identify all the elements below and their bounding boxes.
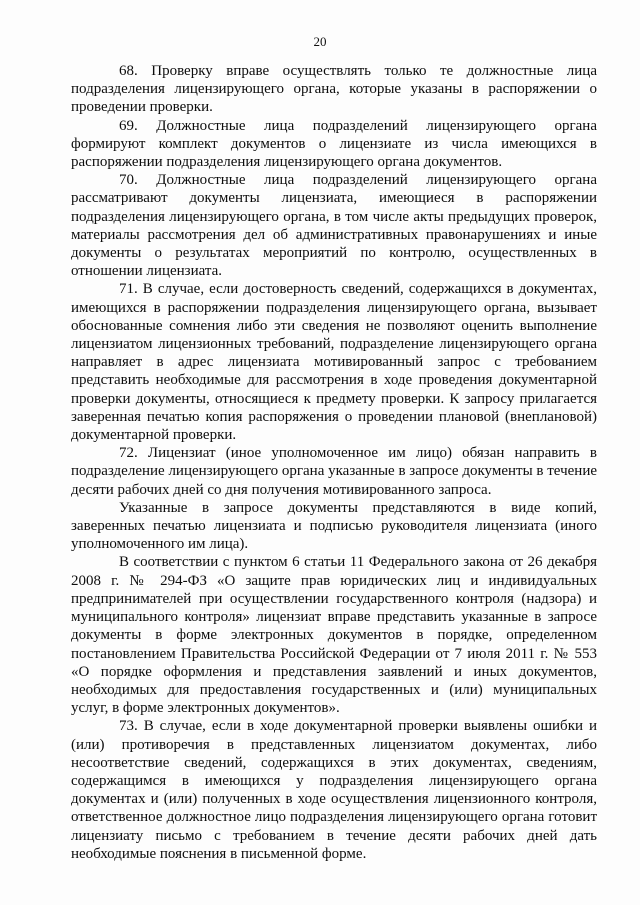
paragraph-68: 68. Проверку вправе осуществлять только те должностные лица подразделения лицензирующего органа, которые указаны в распоряжении о проведении проверки. bbox=[71, 63, 597, 116]
document-body bbox=[71, 62, 597, 863]
paragraph-71: 71. В случае, если достоверность сведений, содержащихся в документах, имеющихся в распоряжении подразделения лицензирующего органа, вызывает обоснованные сомнения либо эти сведения не позволяют оценить выполнение лицензиатом лицензионных требований, подразделение лицензирующего органа направляет в адрес лицензиата мотивированный запрос с требованием представить необходимые для рассмотрения в ходе проведения документарной проверки документы, относящиеся к предмету проверки. К запросу прилагается заверенная печатью копия распоряжения о проведении плановой (внеплановой) документарной проверки. bbox=[71, 281, 597, 444]
paragraph-72-electronic: В соответствии с пунктом 6 статьи 11 Федерального закона от 26 декабря 2008 г. № 294-ФЗ «О защите прав юридических лиц и индивидуальных предпринимателей при осуществлении государственного контроля (надзора) и муниципального контроля» лицензиат вправе представить указанные в запросе документы в форме электронных документов в порядке, определенном постановлением Правительства Российской Федерации от 7 июля 2011 г. № 553 «О порядке оформления и представления заявлений и иных документов, необходимых для предоставления государственных и (или) муниципальных услуг, в форме электронных документов». bbox=[71, 554, 597, 717]
paragraph-73: 73. В случае, если в ходе документарной проверки выявлены ошибки и (или) противоречия в представленных лицензиатом документах, либо несоответствие сведений, содержащихся в этих документах, сведениям, содержащимся в имеющихся у подразделения лицензирующего органа документах и (или) полученных в ходе осуществления лицензионного контроля, ответственное должностное лицо подразделения лицензирующего органа готовит лицензиату письмо с требованием в течение десяти рабочих дней дать необходимые пояснения в письменной форме. bbox=[71, 718, 597, 862]
paragraph-72-copies: Указанные в запросе документы представляются в виде копий, заверенных печатью лицензиата и подписью руководителя лицензиата (иного уполномоченного им лица). bbox=[71, 499, 597, 553]
paragraph-72: 72. Лицензиат (иное уполномоченное им лицо) обязан направить в подразделение лицензирующего органа указанные в запросе документы в течение десяти рабочих дней со дня получения мотивированного запроса. bbox=[71, 445, 597, 498]
page-number: 20 bbox=[313, 34, 327, 49]
paragraph-69: 69. Должностные лица подразделений лицензирующего органа формируют комплект документов о лицензиате из числа имеющихся в распоряжении подразделения лицензирующего органа документов. bbox=[71, 117, 597, 171]
paragraph-70: 70. Должностные лица подразделений лицензирующего органа рассматривают документы лицензиата, имеющиеся в распоряжении подразделения лицензирующего органа, в том числе акты предыдущих проверок, материалы рассмотрения дел об административных правонарушениях и иные документы о результатах мероприятий по контролю, осуществленных в отношении лицензиата. bbox=[71, 172, 597, 280]
